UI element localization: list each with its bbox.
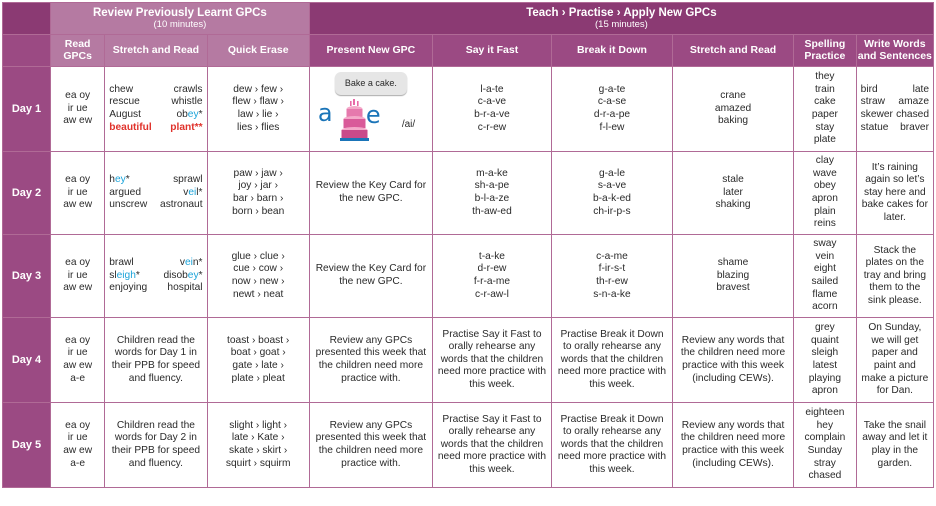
table-row (3, 235, 934, 318)
word: blazing (716, 269, 750, 281)
stretch-read-2-cell: Review any words that the children need more practice with this week (including CEWs). (673, 318, 794, 403)
day-label: Day 3 (3, 235, 51, 318)
stretch-read-cell (105, 67, 207, 152)
word: astronaut (160, 199, 203, 211)
segmented-word: s-n-a-ke (593, 288, 631, 300)
segmented-word: c-r-aw-l (474, 288, 509, 300)
corner-cell-2 (3, 35, 51, 67)
day-label: Day 4 (3, 318, 51, 403)
break-it-down-cell (551, 67, 672, 152)
spelling-word: quaint (810, 334, 839, 346)
segmented-word: d-r-a-pe (593, 109, 631, 120)
word: sprawl (173, 174, 203, 186)
break-it-down-cell: Practise Break it Down to orally rehearse any words that the children need more practice with this week. (551, 318, 672, 403)
break-it-down-cell (551, 152, 672, 235)
erase-line: flew › flaw › (232, 96, 284, 108)
read-gpcs-cell (51, 318, 105, 403)
spelling-word: clay (815, 155, 834, 167)
spelling-cell (794, 318, 857, 403)
gpc-item: a-e (70, 372, 85, 384)
gpc-item: ea oy (65, 419, 91, 431)
table-row (3, 318, 934, 403)
day-label: Day 2 (3, 152, 51, 235)
gpc-item: aw ew (63, 282, 93, 294)
word: amazed (714, 102, 752, 114)
word: sleigh* (109, 269, 140, 281)
erase-line: squirt › squirm (225, 457, 291, 469)
erase-line: bar › barn › (232, 193, 284, 204)
gpc-item: ir ue (67, 432, 88, 444)
word: argued (109, 186, 141, 198)
word: later (723, 186, 743, 198)
col-header-quick-erase: Quick Erase (207, 35, 309, 67)
word: chased (896, 109, 929, 120)
gpc-item: aw ew (63, 445, 93, 456)
spelling-cell (794, 403, 857, 488)
spelling-word: sleigh (811, 347, 839, 359)
word: obey* (176, 109, 203, 120)
col-header-stretch-read-2: Stretch and Read (673, 35, 794, 67)
present-gpc-cell: Review the Key Card for the new GPC. (309, 152, 432, 235)
present-gpc-cell: Review the Key Card for the new GPC. (309, 235, 432, 318)
erase-line: skate › skirt › (229, 445, 288, 456)
segmented-word: f-l-ew (599, 121, 625, 133)
spelling-word: chased (808, 470, 842, 482)
write-cell: Stack the plates on the tray and bring them to the sink please. (856, 235, 933, 318)
letter-a: a (317, 99, 333, 127)
word: shame (717, 257, 749, 269)
erase-line: paw › jaw › (233, 167, 283, 179)
present-gpc-cell (309, 67, 432, 152)
review-title: Review Previously Learnt GPCs (92, 6, 267, 19)
col-header-write: Write Words and Sentences (856, 35, 933, 67)
segmented-word: s-a-ve (597, 180, 627, 192)
spelling-word: plain (814, 205, 836, 217)
col-header-present-gpc: Present New GPC (309, 35, 432, 67)
gpc-sound: /ai/ (401, 119, 416, 130)
stretch-read-2-cell (673, 152, 794, 235)
segmented-word: t-a-ke (478, 250, 505, 262)
break-it-down-cell: Practise Break it Down to orally rehearse any words that the children need more practice with this week. (551, 403, 672, 488)
spelling-word: playing (808, 372, 842, 384)
spelling-word: sway (813, 238, 837, 250)
erase-line: newt › neat (232, 288, 284, 300)
erase-line: late › Kate › (231, 432, 285, 444)
spelling-word: train (814, 83, 835, 95)
gpc-item: aw ew (63, 360, 93, 371)
col-header-say-it-fast: Say it Fast (432, 35, 551, 67)
word: enjoying (109, 282, 148, 294)
gpc-item: ea oy (65, 257, 91, 269)
gpc-item: aw ew (63, 115, 93, 127)
letter-e: e (365, 101, 381, 129)
spelling-cell (794, 152, 857, 235)
word: whistle (171, 96, 203, 108)
spelling-word: stray (813, 457, 836, 469)
segmented-word: b-l-a-ze (474, 193, 510, 204)
write-cell: On Sunday, we will get paper and paint and make a picture for Dan. (856, 318, 933, 403)
teach-title: Teach › Practise › Apply New GPCs (526, 6, 717, 19)
read-gpcs-cell (51, 235, 105, 318)
word: rescue (109, 96, 140, 108)
corner-cell (3, 3, 51, 35)
word: bravest (716, 282, 750, 294)
segmented-word: ch-ir-p-s (593, 205, 631, 217)
spelling-word: grey (814, 322, 835, 334)
segmented-word: c-r-ew (477, 121, 507, 133)
read-gpcs-cell (51, 67, 105, 152)
segmented-word: b-a-k-ed (593, 193, 631, 204)
word: statue (860, 121, 889, 133)
spelling-word: apron (811, 385, 838, 397)
word: bird (860, 83, 878, 95)
col-header-read-gpcs: Read GPCs (51, 35, 105, 67)
table-row (3, 152, 934, 235)
teach-time: (15 minutes) (595, 18, 648, 30)
spelling-word: latest (812, 360, 838, 371)
review-section-header (51, 3, 310, 35)
word: plant** (170, 121, 203, 133)
write-cell: Take the snail away and let it play in the garden. (856, 403, 933, 488)
spelling-word: stay (815, 121, 835, 133)
erase-line: lies › flies (236, 121, 280, 133)
review-time: (10 minutes) (153, 18, 207, 30)
word: chew (109, 83, 134, 95)
word: stale (722, 174, 744, 186)
stretch-read-cell (105, 152, 207, 235)
gpc-item: ir ue (67, 186, 88, 198)
erase-line: law › lie › (237, 109, 279, 120)
segmented-word: th-aw-ed (472, 205, 512, 217)
segmented-word: f-r-a-me (473, 276, 511, 287)
word: skewer (860, 109, 893, 120)
read-gpcs-cell (51, 152, 105, 235)
erase-line: plate › pleat (231, 372, 285, 384)
spelling-word: vein (815, 250, 835, 262)
spelling-word: they (815, 71, 835, 83)
say-it-fast-cell (432, 152, 551, 235)
segmented-word: d-r-ew (477, 263, 507, 275)
word: shaking (715, 199, 751, 211)
word: brawl (109, 257, 134, 269)
stretch-read-2-cell (673, 235, 794, 318)
word: disobey* (163, 269, 203, 281)
segmented-word: g-a-te (598, 83, 626, 95)
word: crane (720, 90, 746, 102)
segmented-word: b-r-a-ve (474, 109, 510, 120)
segmented-word: c-a-me (596, 250, 628, 262)
word: hey* (109, 174, 130, 186)
erase-line: gate › late › (232, 360, 284, 371)
erase-line: slight › light › (229, 419, 288, 431)
word: straw (860, 96, 886, 108)
break-it-down-cell (551, 235, 672, 318)
spelling-word: Sunday (807, 445, 843, 456)
present-gpc-cell: Review any GPCs presented this week that the children need more practice with. (309, 403, 432, 488)
gpc-item: a-e (70, 457, 85, 469)
word: hospital (167, 282, 203, 294)
gpc-item: ea oy (65, 174, 91, 186)
segmented-word: c-a-se (597, 96, 627, 108)
segmented-word: m-a-ke (476, 167, 508, 179)
gpc-item: ea oy (65, 334, 91, 346)
gpc-item: aw ew (63, 199, 93, 211)
erase-line: cue › cow › (233, 263, 284, 275)
gpc-item: ea oy (65, 90, 91, 102)
quick-erase-cell (207, 67, 309, 152)
table-row (3, 403, 934, 488)
say-it-fast-cell (432, 67, 551, 152)
col-header-stretch-read: Stretch and Read (105, 35, 207, 67)
spelling-word: eight (813, 263, 836, 275)
say-it-fast-cell (432, 235, 551, 318)
spelling-word: sailed (811, 276, 839, 287)
stretch-read-2-cell (673, 67, 794, 152)
segmented-word: sh-a-pe (474, 180, 510, 192)
spelling-word: obey (813, 180, 836, 192)
spelling-word: plate (813, 134, 836, 146)
word: amaze (898, 96, 929, 108)
quick-erase-cell (207, 318, 309, 403)
word: braver (900, 121, 929, 133)
spelling-word: paper (811, 109, 838, 120)
stretch-read-cell: Children read the words for Day 2 in their PPB for speed and fluency. (105, 403, 207, 488)
word: veil* (183, 186, 203, 198)
erase-line: glue › clue › (231, 250, 285, 262)
quick-erase-cell (207, 403, 309, 488)
say-it-fast-cell: Practise Say it Fast to orally rehearse any words that the children need more practice with this week. (432, 318, 551, 403)
word: baking (718, 115, 749, 127)
spelling-word: eighteen (805, 407, 845, 419)
spelling-word: flame (812, 288, 838, 300)
spelling-cell (794, 235, 857, 318)
gpc-item: ir ue (67, 102, 88, 114)
segmented-word: th-r-ew (596, 276, 628, 287)
col-header-spelling: Spelling Practice (794, 35, 857, 67)
quick-erase-cell (207, 235, 309, 318)
day-label: Day 5 (3, 403, 51, 488)
teach-section-header (309, 3, 933, 35)
quick-erase-cell (207, 152, 309, 235)
erase-line: joy › jar › (238, 180, 278, 192)
stretch-read-cell (105, 235, 207, 318)
lesson-plan-table (2, 2, 934, 488)
read-gpcs-cell (51, 403, 105, 488)
spelling-cell (794, 67, 857, 152)
erase-line: born › bean (232, 205, 285, 217)
word: August (109, 109, 141, 120)
spelling-word: apron (811, 193, 838, 204)
present-gpc-cell: Review any GPCs presented this week that the children need more practice with. (309, 318, 432, 403)
segmented-word: g-a-le (598, 167, 625, 179)
segmented-word: f-ir-s-t (598, 263, 626, 275)
segmented-word: l-a-te (480, 83, 504, 95)
spelling-word: complain (804, 432, 846, 444)
spelling-word: acorn (812, 301, 838, 313)
write-cell: It’s raining again so let’s stay here and bake cakes for later. (856, 152, 933, 235)
write-cell (856, 67, 933, 152)
gpc-item: ir ue (67, 269, 88, 281)
erase-line: now › new › (231, 276, 285, 287)
say-it-fast-cell: Practise Say it Fast to orally rehearse any words that the children need more practice with this week. (432, 403, 551, 488)
spelling-word: reins (813, 218, 836, 230)
word: unscrew (109, 199, 148, 211)
stretch-read-2-cell: Review any words that the children need more practice with this week (including CEWs). (673, 403, 794, 488)
erase-line: dew › few › (233, 83, 284, 95)
col-header-break-it-down: Break it Down (551, 35, 672, 67)
word: late (912, 83, 929, 95)
segmented-word: c-a-ve (477, 96, 507, 108)
spelling-word: wave (812, 167, 837, 179)
table-row (3, 67, 934, 152)
key-card: Bake a cake. (335, 72, 407, 95)
spelling-word: cake (814, 96, 836, 108)
word: crawls (173, 83, 203, 95)
gpc-item: ir ue (67, 347, 88, 359)
word: vein* (179, 257, 203, 269)
erase-line: toast › boast › (227, 334, 290, 346)
day-label: Day 1 (3, 67, 51, 152)
stretch-read-cell: Children read the words for Day 1 in their PPB for speed and fluency. (105, 318, 207, 403)
word: beautiful (109, 121, 152, 133)
spelling-word: hey (816, 419, 834, 431)
erase-line: boat › goat › (230, 347, 286, 359)
